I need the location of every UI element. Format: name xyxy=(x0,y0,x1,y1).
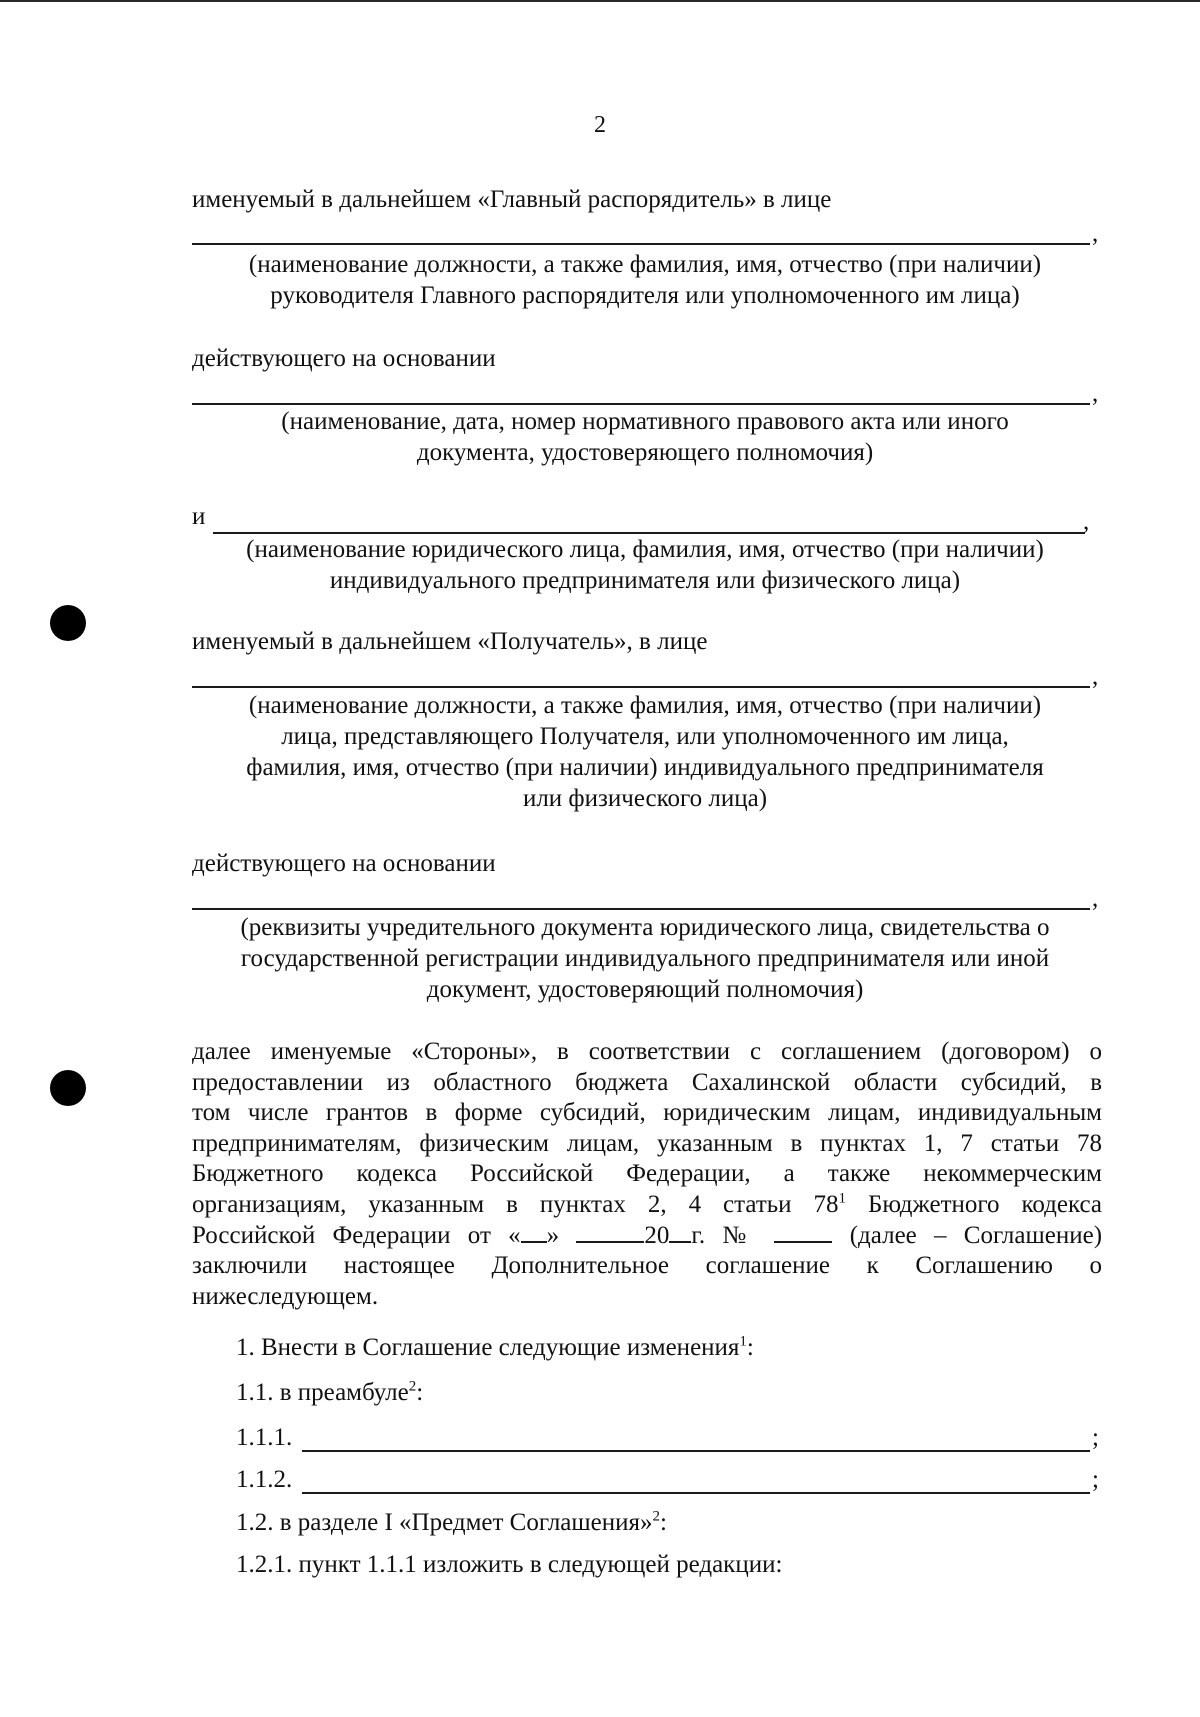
recipient-intro: именуемый в дальнейшем «Получатель», в лице xyxy=(192,628,708,655)
item-text: : xyxy=(416,1379,424,1406)
caption-line: (наименование должности, а также фамилия, имя, отчество (при наличии) xyxy=(248,692,1042,719)
caption-line: документа, удостоверяющего полномочия) xyxy=(416,439,874,466)
scan-top-edge xyxy=(0,0,1200,2)
item-1-2-1: 1.2.1. пункт 1.1.1 изложить в следующей редакции: xyxy=(236,1551,783,1578)
recipient-representative-line[interactable] xyxy=(192,686,1090,688)
paragraph-line: нижеследующем. xyxy=(192,1282,379,1310)
day-blank[interactable] xyxy=(521,1221,547,1243)
paragraph-line: далее именуемые «Стороны», в соответствии с соглашением (договором) о xyxy=(192,1038,1102,1065)
comma: , xyxy=(1092,220,1099,247)
paragraph-line xyxy=(192,1190,1102,1221)
recipient-name-caption xyxy=(150,534,1140,596)
month-blank[interactable] xyxy=(576,1221,644,1243)
main-paragraph xyxy=(192,1037,1102,1312)
text-fragment: (далее – Соглашение) xyxy=(849,1221,1103,1249)
item-1-1-1-label: 1.1.1. xyxy=(236,1424,293,1451)
item-1-2 xyxy=(236,1509,667,1537)
comma: , xyxy=(1083,508,1090,535)
text-fragment: г. № xyxy=(691,1221,758,1249)
item-text: 1.1. в преамбуле xyxy=(236,1379,409,1406)
item-text: : xyxy=(746,1334,754,1361)
text-fragment: 20 xyxy=(644,1221,670,1249)
chief-manager-basis-line[interactable] xyxy=(192,403,1090,405)
caption-line: руководителя Главного распорядителя или уполномоченного им лица) xyxy=(270,282,1020,309)
recipient-basis-line[interactable] xyxy=(192,908,1090,910)
paragraph-line: предоставлении из областного бюджета Сахалинской области субсидий, в xyxy=(192,1068,1102,1096)
chief-manager-intro: именуемый в дальнейшем «Главный распорядитель» в лице xyxy=(192,186,832,213)
paragraph-line: заключили настоящее Дополнительное соглашение к Соглашению о xyxy=(192,1252,1102,1280)
item-text: 1.2. в разделе I «Предмет Соглашения» xyxy=(236,1509,653,1536)
caption-line: лица, представляющего Получателя, или уполномоченного им лица, xyxy=(281,723,1009,750)
footnote-ref: 1 xyxy=(739,1333,747,1350)
number-blank[interactable] xyxy=(774,1221,832,1243)
item-text: : xyxy=(660,1509,667,1536)
text-fragment: Бюджетного кодекса xyxy=(846,1190,1102,1218)
punch-hole-lower xyxy=(50,1070,86,1106)
chief-manager-representative-caption xyxy=(150,249,1140,311)
caption-line: фамилия, имя, отчество (при наличии) индивидуального предпринимателя xyxy=(246,754,1044,781)
semicolon: ; xyxy=(1092,1424,1099,1451)
item-1 xyxy=(236,1334,754,1362)
caption-line: документ, удостоверяющий полномочия) xyxy=(426,976,864,1003)
text-fragment: Российской Федерации от « xyxy=(192,1221,521,1249)
text-fragment: » xyxy=(546,1221,560,1249)
comma: , xyxy=(1092,663,1099,690)
recipient-representative-caption xyxy=(150,690,1140,814)
item-1-1-1-line[interactable] xyxy=(302,1450,1090,1452)
year-blank[interactable] xyxy=(669,1221,691,1243)
footnote-ref: 2 xyxy=(652,1508,661,1525)
paragraph-line: Бюджетного кодекса Российской Федерации, а также некоммерческим xyxy=(192,1160,1102,1188)
page-number: 2 xyxy=(594,112,606,138)
recipient-basis-caption xyxy=(150,912,1140,1005)
caption-line: государственной регистрации индивидуального предпринимателя или иной xyxy=(240,945,1050,972)
caption-line: (реквизиты учредительного документа юридического лица, свидетельства о xyxy=(240,914,1050,941)
punch-hole-upper xyxy=(50,605,86,641)
paragraph-line-date xyxy=(192,1221,1102,1252)
chief-manager-representative-line[interactable] xyxy=(192,243,1090,245)
paragraph-line: том числе грантов в форме субсидий, юридическим лицам, индивидуальным xyxy=(192,1099,1102,1127)
chief-manager-basis-caption xyxy=(150,406,1140,468)
caption-line: (наименование должности, а также фамилия, имя, отчество (при наличии) xyxy=(248,251,1042,278)
footnote-ref: 2 xyxy=(408,1378,417,1395)
item-1-1-2-label: 1.1.2. xyxy=(236,1466,293,1493)
chief-manager-basis-intro: действующего на основании xyxy=(192,345,496,372)
item-1-1-2-line[interactable] xyxy=(302,1492,1090,1494)
recipient-basis-intro: действующего на основании xyxy=(192,850,496,877)
item-text: 1. Внести в Соглашение следующие изменения xyxy=(236,1334,740,1361)
text-fragment: организациям, указанным в пунктах 2, 4 статьи 78 xyxy=(192,1190,839,1218)
superscript: 1 xyxy=(838,1190,847,1207)
semicolon: ; xyxy=(1092,1466,1099,1493)
comma: , xyxy=(1092,380,1099,407)
caption-line: или физического лица) xyxy=(522,785,768,812)
caption-line: (наименование юридического лица, фамилия, имя, отчество (при наличии) xyxy=(246,536,1044,563)
recipient-prefix: и xyxy=(192,503,206,530)
caption-line: индивидуального предпринимателя или физического лица) xyxy=(329,567,961,594)
comma: , xyxy=(1092,885,1099,912)
paragraph-line: предпринимателям, физическим лицам, указанным в пунктах 1, 7 статьи 78 xyxy=(192,1129,1102,1157)
item-1-1 xyxy=(236,1379,423,1407)
caption-line: (наименование, дата, номер нормативного правового акта или иного xyxy=(281,408,1009,435)
